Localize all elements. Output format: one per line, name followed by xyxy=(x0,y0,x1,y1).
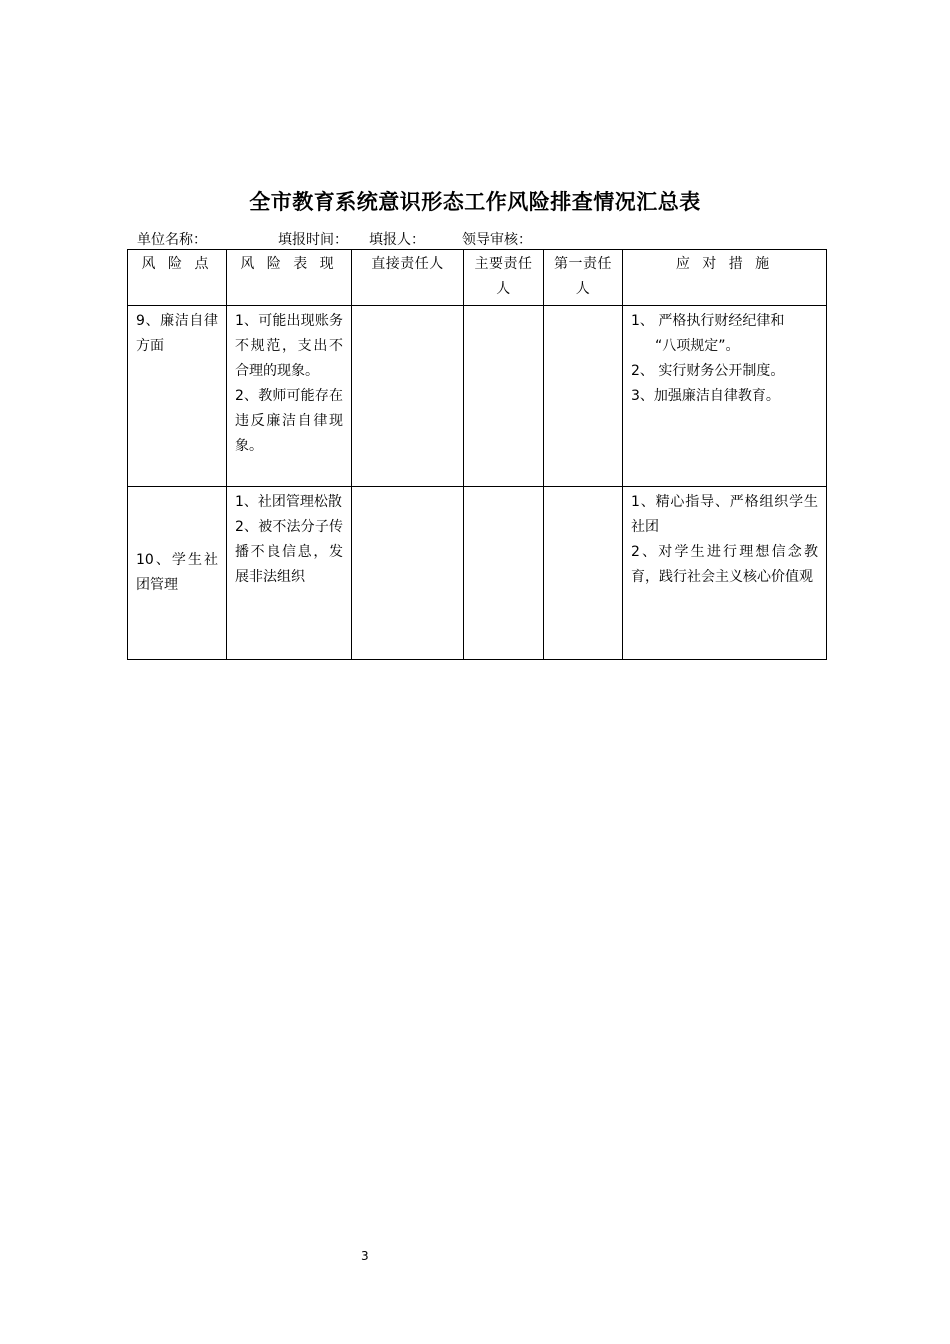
manifestation-item: 2、被不法分子传播不良信息，发展非法组织 xyxy=(235,519,343,585)
manifestation-item: 1、社团管理松散 xyxy=(235,494,342,510)
first-responsible-cell xyxy=(544,487,623,660)
reporter-label: 填报人： xyxy=(369,232,425,248)
page-title: 全市教育系统意识形态工作风险排查情况汇总表 xyxy=(249,190,701,214)
main-responsible-cell xyxy=(464,306,544,487)
risk-summary-table xyxy=(127,249,827,660)
manifestation-item: 2、教师可能存在违反廉洁自律现象。 xyxy=(235,388,343,454)
measures-cell xyxy=(623,487,827,660)
fill-time-label: 填报时间： xyxy=(278,232,348,248)
table-row xyxy=(128,306,827,487)
manifestation-item: 1、可能出现账务不规范，支出不合理的现象。 xyxy=(235,313,343,379)
table-header-row xyxy=(128,250,827,306)
leader-review-label: 领导审核： xyxy=(462,232,532,248)
header-manifestation: 风 险 表 现 xyxy=(227,250,352,306)
risk-point-cell: 10、学生社团管理 xyxy=(128,487,227,660)
measures-cell xyxy=(623,306,827,487)
measure-item: 1、 严格执行财经纪律和 xyxy=(631,313,785,329)
header-first-responsible: 第一责任人 xyxy=(544,250,623,306)
measure-item: 1、精心指导、严格组织学生社团 xyxy=(631,494,818,535)
manifestation-cell xyxy=(227,487,352,660)
direct-responsible-cell xyxy=(352,306,464,487)
measure-item: 2、对学生进行理想信念教育，践行社会主义核心价值观 xyxy=(631,544,818,585)
table-row xyxy=(128,487,827,660)
header-main-responsible: 主要责任人 xyxy=(464,250,544,306)
measure-item: 3、加强廉洁自律教育。 xyxy=(631,388,780,404)
unit-name-label: 单位名称： xyxy=(137,232,207,248)
header-measures: 应 对 措 施 xyxy=(623,250,827,306)
first-responsible-cell xyxy=(544,306,623,487)
main-responsible-cell xyxy=(464,487,544,660)
header-risk-point: 风 险 点 xyxy=(128,250,227,306)
page-number: 3 xyxy=(361,1249,369,1263)
form-meta-row xyxy=(137,229,532,249)
header-direct-responsible: 直接责任人 xyxy=(352,250,464,306)
direct-responsible-cell xyxy=(352,487,464,660)
measure-item: “八项规定”。 xyxy=(655,338,740,354)
manifestation-cell xyxy=(227,306,352,487)
measure-item: 2、 实行财务公开制度。 xyxy=(631,363,785,379)
risk-point-cell: 9、廉洁自律方面 xyxy=(128,306,227,487)
